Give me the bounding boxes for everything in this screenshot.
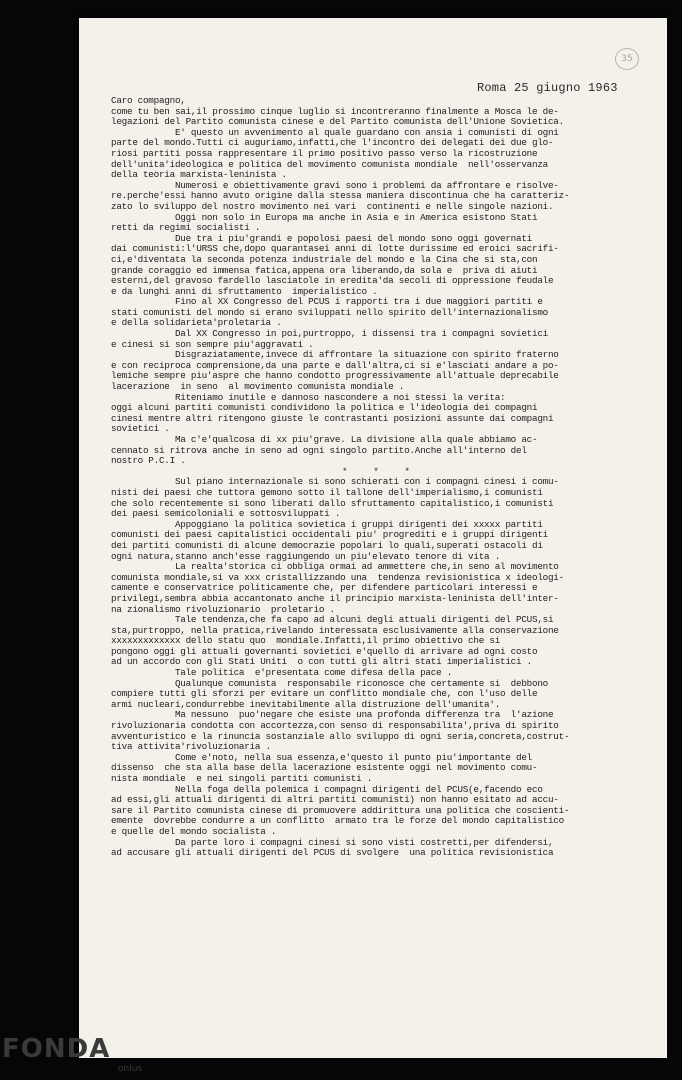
letter-line: Dal XX Congresso in poi,purtroppo, i dissensi tra i compagni sovietici (111, 328, 548, 340)
letter-line: Riteniamo inutile e dannoso nascondere a noi stessi la verita: (111, 391, 506, 403)
letter-line: comunisti dei paesi capitalistici occidentali piu' progrediti e i gruppi dirigenti (111, 529, 548, 541)
letter-line: Due tra i piu'grandi e popolosi paesi del mondo sono oggi governati (111, 232, 532, 244)
letter-line: zato lo sviluppo del nostro movimento nei vari continenti e nelle singole nazioni. (111, 200, 554, 212)
letter-line: che solo recentemente si sono liberati dallo sfruttamento capitalistico,i comunisti (111, 497, 554, 509)
letter-line: e cinesi si son sempre piu'aggravati . (111, 338, 314, 350)
letter-line: pongono oggi gli attuali governanti sovietici e'quello di arrivare ad ogni costo (111, 645, 538, 657)
letter-line: e quelle del mondo socialista . (111, 825, 277, 837)
letter-line: ad essi,gli attuali dirigenti di altri partiti comunisti) non hanno esitato ad accu- (111, 794, 559, 806)
letter-line: parte del mondo.Tutti ci auguriamo,infatti,che l'incontro dei delegati dei due glo- (111, 137, 554, 149)
letter-line: comunista mondiale,si va xxx cristallizzando una tendenza revisionistica x ideologi- (111, 571, 564, 583)
letter-line: Ma nessuno puo'negare che esiste una profonda differenza tra l'azione (111, 709, 554, 721)
letter-line: sare il Partito comunista cinese di promuovere addirittura una politica che coscienti- (111, 804, 570, 816)
letter-line: riosi partiti possa rappresentare il primo positivo passo verso la ricostruzione (111, 147, 538, 159)
letter-line: nista mondiale e nei singoli partiti comunisti . (111, 773, 373, 784)
letter-line: dei paesi semicoloniali e sottosviluppati . (111, 508, 341, 520)
letter-line: e da lunghi anni di sfruttamento imperialistico . (111, 285, 378, 297)
letter-line: sovietici . (111, 423, 170, 435)
letter-line: ad accusare gli attuali dirigenti del PCUS di svolgere una politica revisionistica (111, 847, 554, 859)
letter-line: come tu ben sai,il prossimo cinque luglio si incontreranno finalmente a Mosca le de- (111, 105, 559, 117)
letter-line: ci,e'diventata la seconda potenza industriale del mondo e la Cina che si sta,con (111, 253, 538, 265)
archive-watermark: FONDA (2, 1034, 111, 1064)
letter-line: stati comunisti del mondo si erano sviluppati nello spirito dell'internazionalismo (111, 306, 548, 318)
letter-line: grande coraggio ed immensa fatica,appena ora liberando,da sola e priva di aiuti (111, 264, 538, 276)
letter-line: nostro P.C.I . (111, 455, 186, 467)
letter-line: privilegi,sembra abbia accantonato anche il principio marxista-leninista dell'inter- (111, 592, 559, 604)
letter-line: Tale politica e'presentata come difesa della pace . (111, 667, 453, 679)
page-number-stamp: 35 (615, 48, 639, 70)
letter-line: cinesi mentre altri ritengono giuste le contrastanti posizioni assunte dai compagni (111, 412, 554, 424)
letter-line: retti da regimi socialisti . (111, 222, 261, 234)
letter-line: Fino al XX Congresso del PCUS i rapporti tra i due maggiori partiti e (111, 296, 543, 308)
letter-line: oggi alcuni partiti comunisti condividono la politica e l'ideologia dei compagni (111, 402, 538, 414)
letter-line: emente dovrebbe condurre a un conflitto armato tra le forze del mondo capitalistico (111, 815, 564, 827)
letter-line: della teoria marxista-leninista . (111, 169, 287, 181)
letter-line: dei partiti comunisti di alcune democrazie popolari lo quali,superati ostacoli di (111, 539, 543, 551)
letter-line: nisti dei paesi che tuttora gemono sotto il tallone dell'imperialismo,i comunisti (111, 486, 543, 498)
letter-line: Nella foga della polemica i compagni dirigenti del PCUS(e,facendo eco (111, 783, 543, 795)
letter-line: e della solidarieta'proletaria . (111, 317, 282, 329)
letter-line: cennato si ritrova anche in seno ad ogni singolo partito.Anche all'interno del (111, 444, 527, 456)
letter-line: lemiche sempre piu'aspre che hanno condotto progressivamente all'attuale deprecabile (111, 370, 559, 382)
letter-line: legazioni del Partito comunista cinese e del Partito comunista dell'Unione Sovietica. (111, 116, 564, 128)
letter-date: Roma 25 giugno 1963 (477, 81, 618, 95)
letter-line: compiere tutti gli sforzi per evitare un conflitto mondiale che, con l'uso delle (111, 688, 538, 700)
section-separator: * * * (342, 465, 420, 477)
letter-line: avventuristico e la rinuncia sostanziale allo sviluppo di ogni seria,concreta,costrut- (111, 730, 570, 742)
letter-line: na zionalismo rivoluzionario proletario . (111, 603, 335, 615)
letter-line: Qualunque comunista responsabile riconosce che certamente si debbono (111, 677, 548, 689)
letter-line: re.perche'essi hanno avuto origine dalla stessa maniera discontinua che ha caratteriz- (111, 190, 570, 202)
letter-line: Disgraziatamente,invece di affrontare la situazione con spirito fraterno (111, 349, 559, 361)
letter-line: Come e'noto, nella sua essenza,e'questo il punto piu'importante del (111, 751, 532, 763)
letter-line: E' questo un avvenimento al quale guardano con ansia i comunisti di ogni (111, 126, 559, 138)
document-page (79, 18, 667, 1058)
letter-line: Caro compagno, (111, 95, 186, 106)
letter-line: dissenso che sta alla base della lacerazione esistente oggi nel movimento comu- (111, 762, 538, 774)
letter-line: xxxxxxxxxxxxx dello statu quo mondiale.Infatti,il primo obiettivo che si (111, 635, 501, 647)
letter-line: dell'unita'ideologica e politica del movimento comunista mondiale nell'osservanza (111, 158, 548, 170)
letter-line: camente e conservatrice politicamente che, per difendere particolari interessi e (111, 582, 538, 594)
letter-line: ogni natura,stanno anch'esse raggiungendo un piu'elevato tenore di vita . (111, 550, 501, 562)
letter-line: Tale tendenza,che fa capo ad alcuni degli attuali dirigenti del PCUS,si (111, 614, 554, 626)
archive-watermark-sub: onlus (118, 1064, 143, 1074)
letter-line: e con reciproca comprensione,da una parte e dall'altra,ci si e'lasciati andare a po- (111, 359, 559, 371)
letter-line: Numerosi e obiettivamente gravi sono i problemi da affrontare e risolve- (111, 179, 559, 191)
letter-line: lacerazione in seno al movimento comunista mondiale . (111, 381, 405, 393)
letter-line: dai comunisti:l'URSS che,dopo quarantasei anni di lotte durissime ed eroici sacrifi- (111, 243, 559, 255)
letter-line: rivoluzionaria condotta con accortezza,con senso di responsabilita',priva di spirito (111, 720, 559, 732)
letter-line: esterni,del gravoso fardello lasciatole in eredita'da secoli di oppressione feudale (111, 275, 554, 287)
letter-body (111, 96, 651, 859)
letter-line: Appoggiano la politica sovietica i gruppi dirigenti dei xxxxx partiti (111, 518, 543, 530)
letter-line: La realta'storica ci obbliga ormai ad ammettere che,in seno al movimento (111, 561, 559, 573)
letter-line: armi nucleari,condurrebbe inevitabilmente alla distruzione dell'umanita'. (111, 698, 501, 710)
letter-line: Da parte loro i compagni cinesi si sono visti costretti,per difendersi, (111, 836, 554, 848)
letter-line: tiva attivita'rivoluzionaria . (111, 741, 271, 753)
letter-line: Sul piano internazionale si sono schierati con i compagni cinesi i comu- (111, 476, 559, 488)
letter-line: sta,purtroppo, nella pratica,rivelando interessata esclusivamente alla conservazione (111, 624, 559, 636)
letter-line: ad un accordo con gli Stati Uniti o con tutti gli altri stati imperialistici . (111, 656, 532, 668)
letter-line: Ma c'e'qualcosa di xx piu'grave. La divisione alla quale abbiamo ac- (111, 434, 538, 445)
letter-line: Oggi non solo in Europa ma anche in Asia e in America esistono Stati (111, 211, 538, 223)
